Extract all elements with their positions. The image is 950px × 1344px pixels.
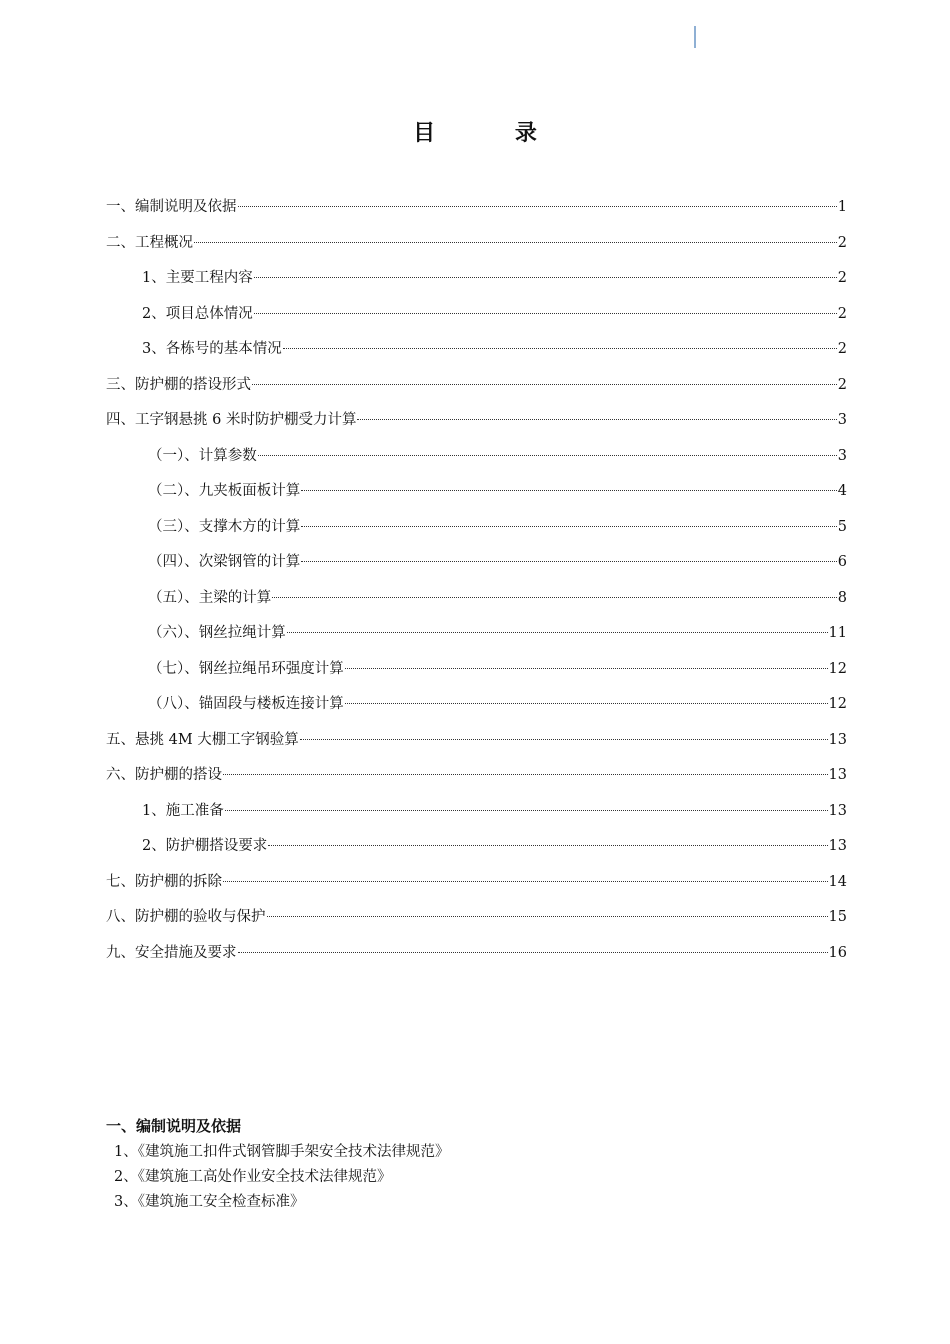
toc-leader <box>238 206 837 207</box>
toc-entry-page: 11 <box>828 625 847 641</box>
toc-entry-page: 16 <box>828 944 847 961</box>
toc-entry-text: 三、防护棚的搭设形式 <box>106 376 251 393</box>
toc-entry-page: 4 <box>837 483 847 499</box>
toc-leader <box>345 668 828 669</box>
toc-entry[interactable] <box>106 616 847 652</box>
toc-entry-text: 2、防护棚搭设要求 <box>142 838 268 854</box>
toc-entry-text: （三）、支撑木方的计算 <box>148 518 301 535</box>
toc-entry-page: 2 <box>837 270 847 286</box>
toc-leader <box>268 845 827 846</box>
toc-leader <box>194 242 837 243</box>
toc-entry-text: 2、项目总体情况 <box>142 305 253 322</box>
toc-leader <box>225 810 828 811</box>
toc-entry-text: 五、悬挑 4M 大棚工字钢验算 <box>106 731 299 748</box>
toc-entry-text: （七）、钢丝拉绳吊环强度计算 <box>148 660 344 677</box>
toc-entry-page: 6 <box>837 554 847 570</box>
toc-entry-page: 1 <box>837 199 847 215</box>
toc-entry[interactable] <box>106 332 847 368</box>
toc-entry[interactable] <box>106 368 847 404</box>
toc-leader <box>238 952 828 953</box>
toc-entry[interactable] <box>106 652 847 688</box>
toc-leader <box>301 561 837 562</box>
reference-item: 2、《建筑施工高处作业安全技术法律规范》 <box>114 1169 392 1185</box>
table-of-contents <box>106 190 847 971</box>
toc-entry-page: 14 <box>828 873 847 890</box>
toc-entry-text: 七、防护棚的拆除 <box>106 873 222 890</box>
toc-leader <box>252 384 837 385</box>
toc-entry-text: 九、安全措施及要求 <box>106 944 237 961</box>
toc-entry[interactable] <box>106 261 847 297</box>
reference-item: 3、《建筑施工安全检查标准》 <box>114 1194 305 1210</box>
toc-entry[interactable] <box>106 758 847 794</box>
toc-entry-page: 13 <box>828 731 847 748</box>
toc-entry-text: （五）、主梁的计算 <box>148 589 272 606</box>
toc-entry-page: 12 <box>828 696 847 712</box>
toc-entry-page: 5 <box>837 518 847 535</box>
section-heading: 一、编制说明及依据 <box>106 1117 242 1135</box>
toc-entry[interactable] <box>106 687 847 723</box>
toc-leader <box>267 916 828 917</box>
toc-entry[interactable] <box>106 936 847 972</box>
toc-entry-page: 2 <box>837 305 847 322</box>
toc-entry-page: 12 <box>828 660 847 677</box>
section-compilation-basis <box>106 1112 847 1215</box>
toc-entry-text: 一、编制说明及依据 <box>106 199 237 215</box>
toc-entry-page: 3 <box>837 412 847 428</box>
toc-leader <box>258 455 837 456</box>
toc-entry-page: 2 <box>837 341 847 357</box>
toc-entry-page: 2 <box>837 234 847 251</box>
toc-entry-text: （六）、钢丝拉绳计算 <box>148 625 286 641</box>
toc-entry-text: 二、工程概况 <box>106 234 193 251</box>
toc-leader <box>301 490 837 491</box>
toc-entry-page: 8 <box>837 589 847 606</box>
toc-entry-text: 四、工字钢悬挑 6 米时防护棚受力计算 <box>106 412 357 428</box>
toc-leader <box>357 419 836 420</box>
toc-entry-page: 13 <box>828 838 847 854</box>
toc-entry[interactable] <box>106 226 847 262</box>
toc-entry-text: （一）、计算参数 <box>148 447 257 464</box>
reference-item: 1、《建筑施工扣件式钢管脚手架安全技术法律规范》 <box>114 1144 450 1160</box>
toc-entry-page: 2 <box>837 376 847 393</box>
toc-entry[interactable] <box>106 900 847 936</box>
toc-leader <box>283 348 837 349</box>
toc-entry-text: 八、防护棚的验收与保护 <box>106 909 266 925</box>
toc-entry[interactable] <box>106 545 847 581</box>
toc-leader <box>223 774 828 775</box>
reference-list <box>106 1140 847 1215</box>
toc-entry[interactable] <box>106 190 847 226</box>
toc-leader <box>287 632 828 633</box>
page-corner-mark <box>694 26 696 48</box>
toc-entry[interactable] <box>106 865 847 901</box>
toc-entry-text: （八）、锚固段与楼板连接计算 <box>148 696 344 712</box>
toc-entry[interactable] <box>106 439 847 475</box>
toc-entry-text: 1、施工准备 <box>142 802 224 819</box>
toc-entry[interactable] <box>106 723 847 759</box>
toc-entry-text: 3、各栋号的基本情况 <box>142 341 282 357</box>
toc-entry-page: 15 <box>828 909 847 925</box>
toc-entry-page: 13 <box>828 767 847 783</box>
toc-entry-text: 1、主要工程内容 <box>142 270 253 286</box>
toc-entry-text: （四）、次梁钢管的计算 <box>148 554 301 570</box>
toc-leader <box>272 597 837 598</box>
toc-entry[interactable] <box>106 794 847 830</box>
toc-entry[interactable] <box>106 297 847 333</box>
toc-entry[interactable] <box>106 474 847 510</box>
toc-title: 目 录 <box>413 121 573 146</box>
toc-entry[interactable] <box>106 510 847 546</box>
toc-leader <box>254 277 837 278</box>
toc-leader <box>254 313 837 314</box>
toc-entry[interactable] <box>106 581 847 617</box>
toc-entry-text: （二）、九夹板面板计算 <box>148 483 301 499</box>
toc-leader <box>223 881 828 882</box>
toc-entry-page: 13 <box>828 802 847 819</box>
toc-leader <box>301 526 837 527</box>
toc-leader <box>345 703 828 704</box>
toc-entry-text: 六、防护棚的搭设 <box>106 767 222 783</box>
toc-entry[interactable] <box>106 829 847 865</box>
toc-leader <box>300 739 828 740</box>
toc-entry[interactable] <box>106 403 847 439</box>
toc-entry-page: 3 <box>837 447 847 464</box>
